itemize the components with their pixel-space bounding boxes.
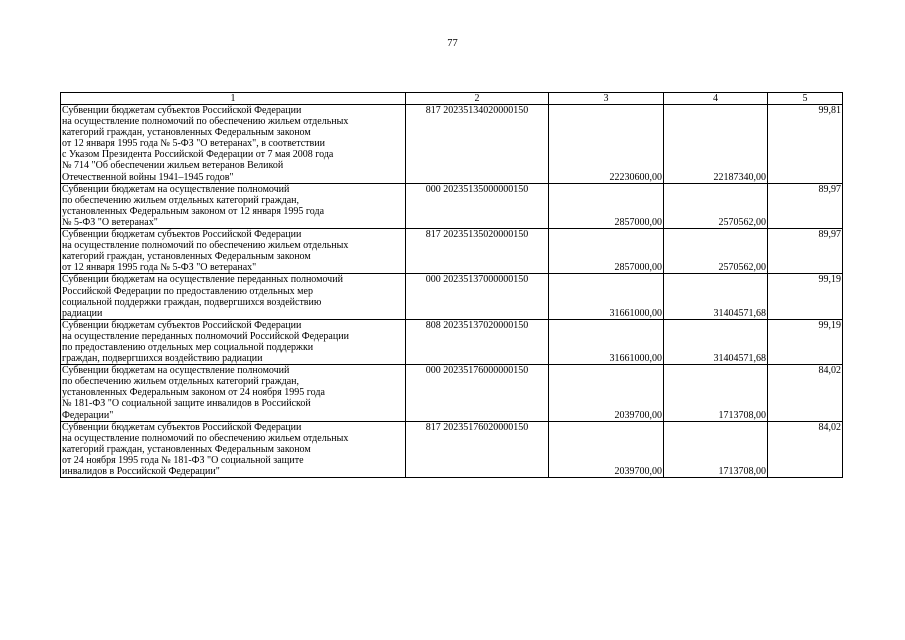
table-row	[61, 319, 843, 364]
table-row	[61, 229, 843, 274]
description-line: № 714 "Об обеспечении жильем ветеранов Великой	[62, 160, 284, 172]
row-col5-percent: 99,19	[768, 274, 843, 319]
row-col5-percent: 84,02	[768, 365, 843, 421]
row-description	[61, 274, 406, 319]
description-line: установленных Федеральным законом от 24 ноября 1995 года	[62, 387, 325, 399]
page-number: 77	[447, 38, 458, 49]
row-col4-value: 22187340,00	[664, 105, 768, 184]
description-line: от 12 января 1995 года № 5-ФЗ "О ветеранах", в соответствии	[62, 138, 325, 150]
row-col3-value: 2857000,00	[549, 183, 664, 228]
row-code: 817 20235134020000150	[406, 105, 549, 184]
description-line: Субвенции бюджетам субъектов Российской Федерации	[62, 319, 302, 331]
description-line: Российской Федерации по предоставлению отдельных мер	[62, 285, 313, 297]
header-col-4: 4	[664, 93, 768, 105]
table-row	[61, 183, 843, 228]
description-line: по предоставлению отдельных мер социальной поддержки	[62, 341, 314, 353]
row-description	[61, 183, 406, 228]
header-col-5: 5	[768, 93, 843, 105]
row-code: 817 20235135020000150	[406, 229, 549, 274]
table-row	[61, 105, 843, 184]
description-line: на осуществление полномочий по обеспечению жильем отдельных	[62, 432, 349, 444]
row-col5-percent: 99,81	[768, 105, 843, 184]
row-description	[61, 105, 406, 184]
row-description	[61, 421, 406, 477]
row-code: 000 20235135000000150	[406, 183, 549, 228]
description-line: от 12 января 1995 года № 5-ФЗ "О ветеранах"	[62, 262, 257, 274]
row-col4-value: 1713708,00	[664, 421, 768, 477]
description-line: категорий граждан, установленных Федеральным законом	[62, 127, 311, 139]
row-col5-percent: 84,02	[768, 421, 843, 477]
description-line: от 24 ноября 1995 года № 181-ФЗ "О социальной защите	[62, 454, 304, 466]
description-line: Субвенции бюджетам на осуществление полномочий	[62, 365, 290, 377]
description-line: Федерации"	[62, 409, 114, 421]
description-line: № 5-ФЗ "О ветеранах"	[62, 216, 158, 228]
description-line: Субвенции бюджетам субъектов Российской Федерации	[62, 105, 302, 116]
description-line: категорий граждан, установленных Федеральным законом	[62, 251, 311, 263]
row-col3-value: 31661000,00	[549, 274, 664, 319]
row-col5-percent: 89,97	[768, 183, 843, 228]
header-col-2: 2	[406, 93, 549, 105]
row-code: 817 20235176020000150	[406, 421, 549, 477]
row-description	[61, 229, 406, 274]
description-line: Субвенции бюджетам на осуществление переданных полномочий	[62, 274, 343, 286]
row-col4-value: 31404571,68	[664, 274, 768, 319]
description-line: на осуществление переданных полномочий Российской Федерации	[62, 330, 349, 342]
row-col3-value: 2857000,00	[549, 229, 664, 274]
description-line: № 181-ФЗ "О социальной защите инвалидов в Российской	[62, 398, 311, 410]
description-line: инвалидов в Российской Федерации"	[62, 466, 220, 477]
row-col3-value: 2039700,00	[549, 365, 664, 421]
description-line: на осуществление полномочий по обеспечению жильем отдельных	[62, 116, 349, 128]
table-row	[61, 365, 843, 421]
description-line: установленных Федеральным законом от 12 января 1995 года	[62, 205, 325, 217]
description-line: Субвенции бюджетам на осуществление полномочий	[62, 183, 290, 195]
description-line: радиации	[62, 307, 103, 319]
description-line: Субвенции бюджетам субъектов Российской Федерации	[62, 229, 302, 241]
row-description	[61, 365, 406, 421]
header-col-1: 1	[61, 93, 406, 105]
row-code: 000 20235176000000150	[406, 365, 549, 421]
row-description	[61, 319, 406, 364]
row-col5-percent: 99,19	[768, 319, 843, 364]
budget-table	[60, 92, 843, 478]
row-col3-value: 2039700,00	[549, 421, 664, 477]
header-row	[61, 93, 843, 105]
row-col3-value: 31661000,00	[549, 319, 664, 364]
table-row	[61, 421, 843, 477]
row-col4-value: 1713708,00	[664, 365, 768, 421]
table-body	[61, 105, 843, 478]
description-line: социальной поддержки граждан, подвергшихся воздействию	[62, 296, 322, 308]
row-code: 808 20235137020000150	[406, 319, 549, 364]
description-line: категорий граждан, установленных Федеральным законом	[62, 443, 311, 455]
description-line: по обеспечению жильем отдельных категорий граждан,	[62, 194, 300, 206]
description-line: по обеспечению жильем отдельных категорий граждан,	[62, 376, 300, 388]
row-col5-percent: 89,97	[768, 229, 843, 274]
header-col-3: 3	[549, 93, 664, 105]
row-col4-value: 31404571,68	[664, 319, 768, 364]
description-line: с Указом Президента Российской Федерации от 7 мая 2008 года	[62, 149, 334, 161]
description-line: на осуществление полномочий по обеспечению жильем отдельных	[62, 240, 349, 252]
description-line: Субвенции бюджетам субъектов Российской Федерации	[62, 421, 302, 433]
row-col4-value: 2570562,00	[664, 229, 768, 274]
description-line: граждан, подвергшихся воздействию радиации	[62, 353, 263, 365]
description-line: Отечественной войны 1941–1945 годов"	[62, 171, 234, 183]
row-col3-value: 22230600,00	[549, 105, 664, 184]
row-col4-value: 2570562,00	[664, 183, 768, 228]
table-row	[61, 274, 843, 319]
row-code: 000 20235137000000150	[406, 274, 549, 319]
